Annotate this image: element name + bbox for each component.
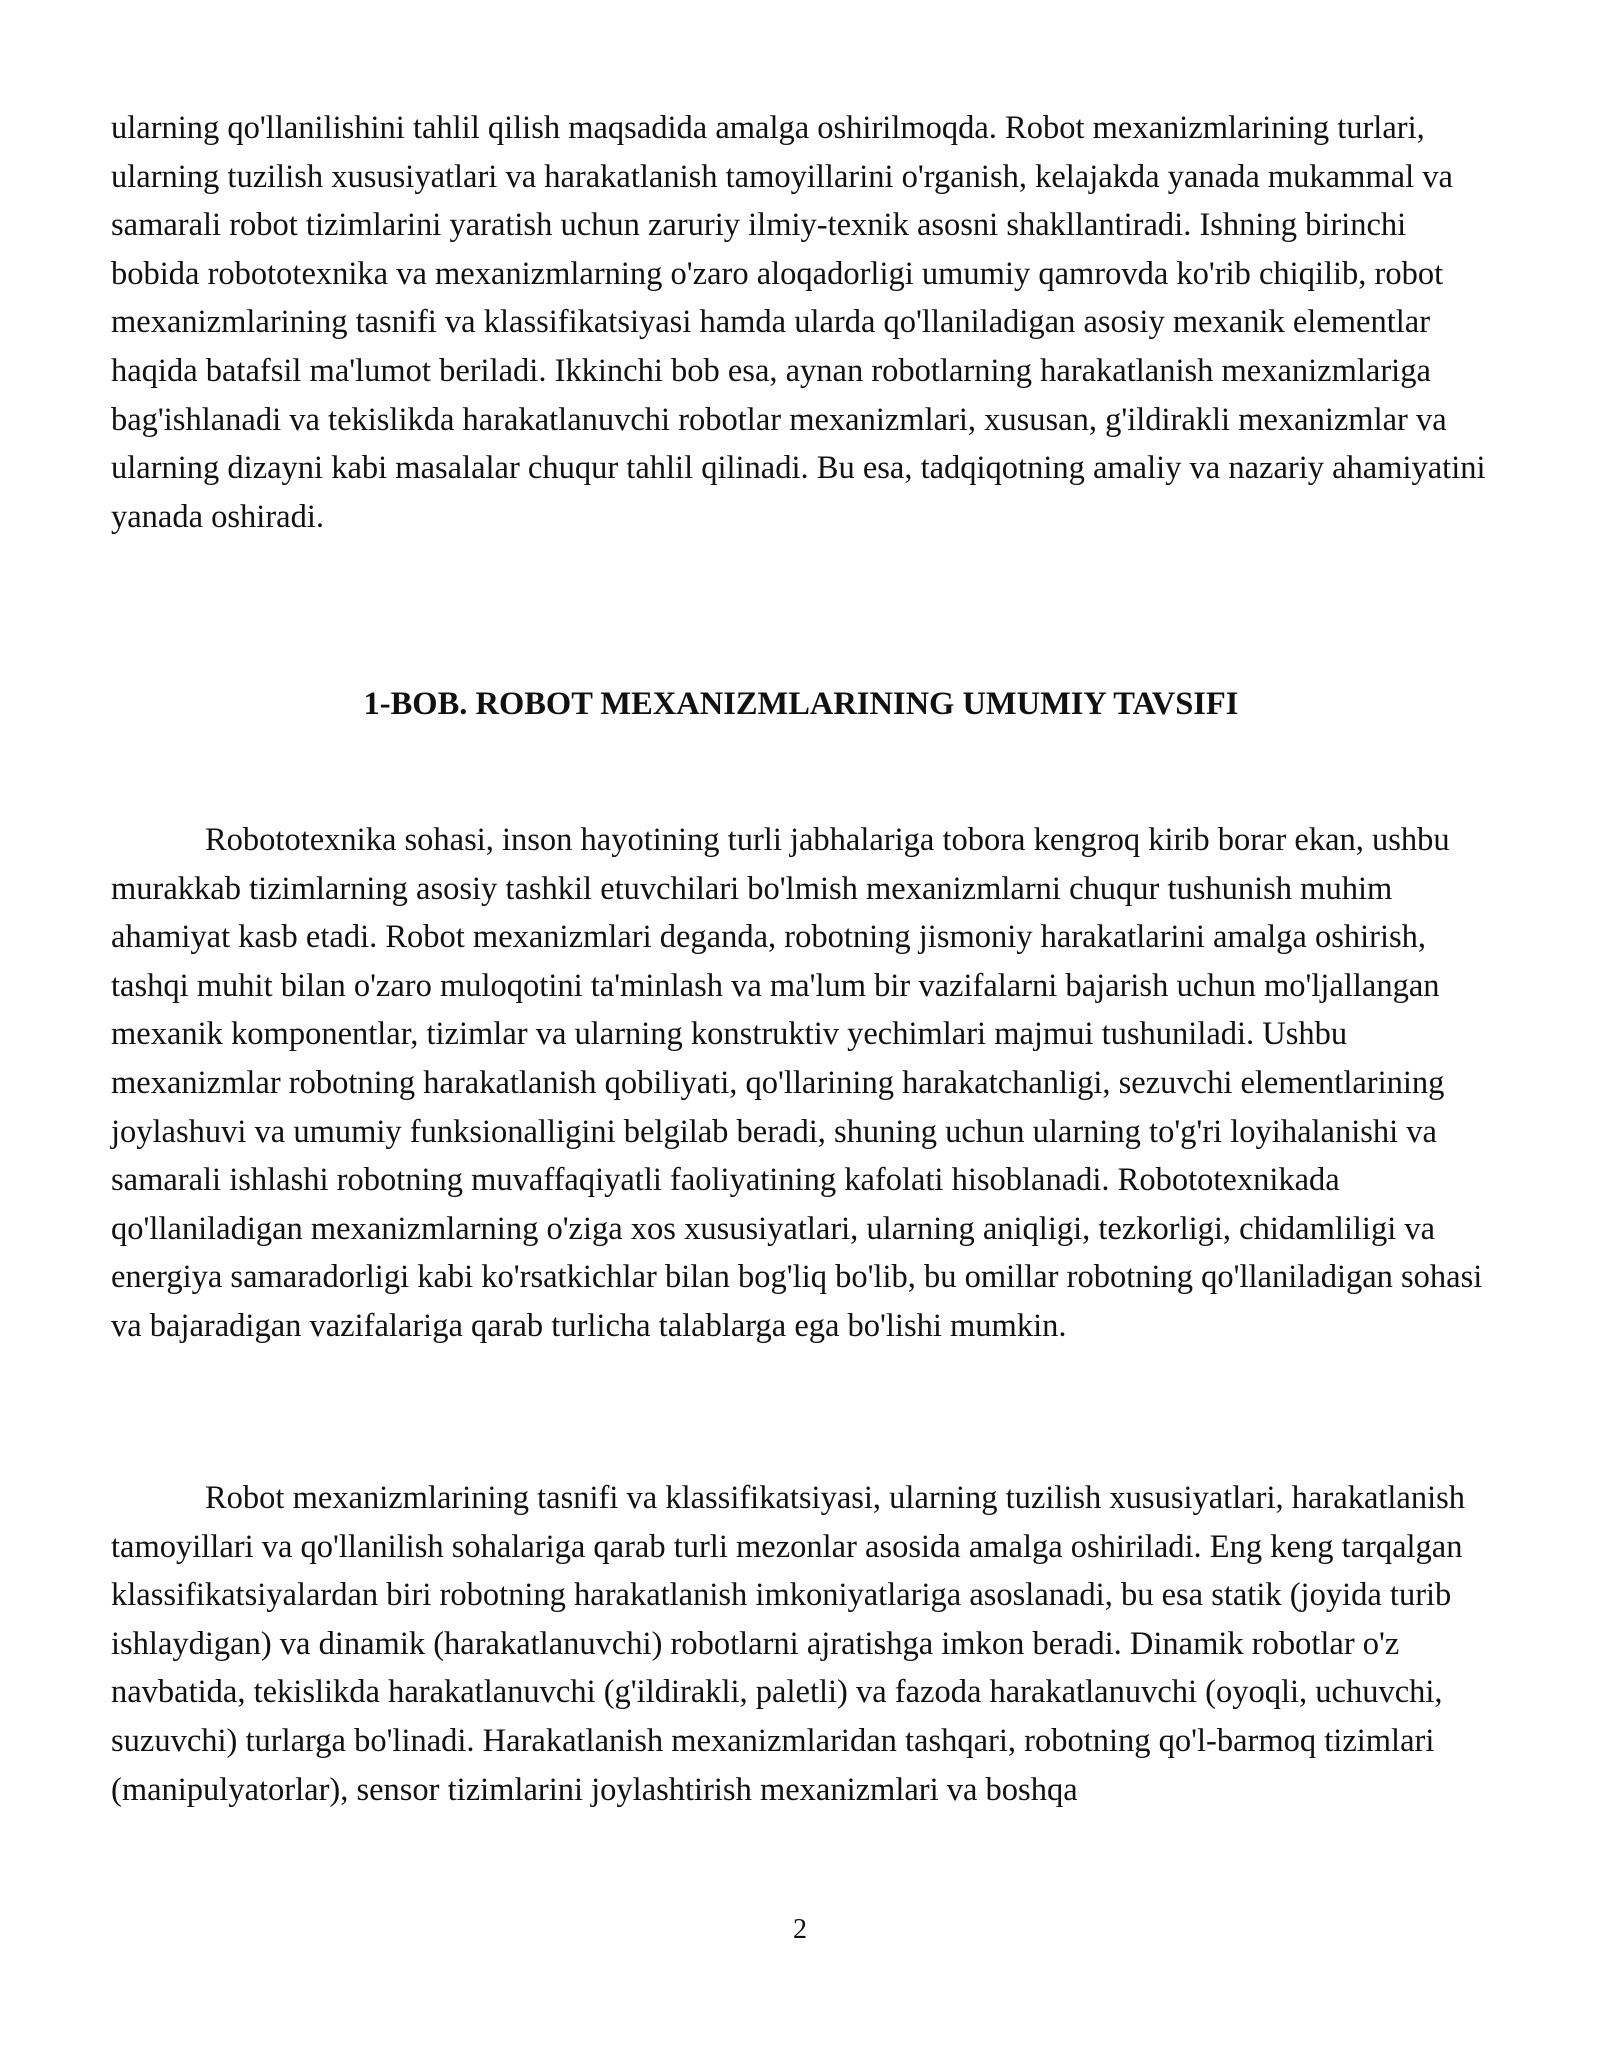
paragraph-intro-continuation: ularning qo'llanilishini tahlil qilish maqsadida amalga oshirilmoqda. Robot mexanizmlarining turlari, ularning tuzilish xususiyatlari va harakatlanish tamoyillarini o'rganish, kelajakda yanada mukammal va samarali robot tizimlarini yaratish uchun zaruriy ilmiy-texnik asosni shakllantiradi. Ishning birinchi bobida robototexnika va mexanizmlarning o'zaro aloqadorligi umumiy qamrovda ko'rib chiqilib, robot mexanizmlarining tasnifi va klassifikatsiyasi hamda ularda qo'llaniladigan asosiy mexanik elementlar haqida batafsil ma'lumot beriladi. Ikkinchi bob esa, aynan robotlarning harakatlanish mexanizmlariga bag'ishlanadi va tekislikda harakatlanuvchi robotlar mexanizmlari, xususan, g'ildirakli mexanizmlar va ularning dizayni kabi masalalar chuqur tahlil qilinadi. Bu esa, tadqiqotning amaliy va nazariy ahamiyatini yanada oshiradi. [111,110,1486,535]
paragraph-robototexnika: Robototexnika sohasi, inson hayotining turli jabhalariga tobora kengroq kirib borar ekan, ushbu murakkab tizimlarning asosiy tashkil etuvchilari bo'lmish mexanizmlarni chuqur tushunish muhim ahamiyat kasb etadi. Robot mexanizmlari deganda, robotning jismoniy harakatlarini amalga oshirish, tashqi muhit bilan o'zaro muloqotini ta'minlash va ma'lum bir vazifalarni bajarish uchun mo'ljallangan mexanik komponentlar, tizimlar va ularning konstruktiv yechimlari majmui tushuniladi. Ushbu mexanizmlar robotning harakatlanish qobiliyati, qo'llarining harakatchanligi, sezuvchi elementlarining joylashuvi va umumiy funksionalligini belgilab beradi, shuning uchun ularning to'g'ri loyihalanishi va samarali ishlashi robotning muvaffaqiyatli faoliyatining kafolati hisoblanadi. Robototexnikada qo'llaniladigan mexanizmlarning o'ziga xos xususiyatlari, ularning aniqligi, tezkorligi, chidamliligi va energiya samaradorligi kabi ko'rsatkichlar bilan bog'liq bo'lib, bu omillar robotning qo'llaniladigan sohasi va bajaradigan vazifalariga qarab turlicha talablarga ega bo'lishi mumkin. [111,822,1483,1344]
paragraph-classification: Robot mexanizmlarining tasnifi va klassifikatsiyasi, ularning tuzilish xususiyatlari, harakatlanish tamoyillari va qo'llanilish sohalariga qarab turli mezonlar asosida amalga oshiriladi. Eng keng tarqalgan klassifikatsiyalardan biri robotning harakatlanish imkoniyatlariga asoslanadi, bu esa statik (joyida turib ishlaydigan) va dinamik (harakatlanuvchi) robotlarni ajratishga imkon beradi. Dinamik robotlar o'z navbatida, tekislikda harakatlanuvchi (g'ildirakli, paletli) va fazoda harakatlanuvchi (oyoqli, uchuvchi, suzuvchi) turlarga bo'linadi. Harakatlanish mexanizmlaridan tashqari, robotning qo'l-barmoq tizimlari (manipulyatorlar), sensor tizimlarini joylashtirish mexanizmlari va boshqa [111,1480,1466,1808]
chapter-heading: 1-BOB. ROBOT MEXANIZMLARINING UMUMIY TAVSIFI [363,686,1239,722]
page-number: 2 [793,1914,807,1945]
